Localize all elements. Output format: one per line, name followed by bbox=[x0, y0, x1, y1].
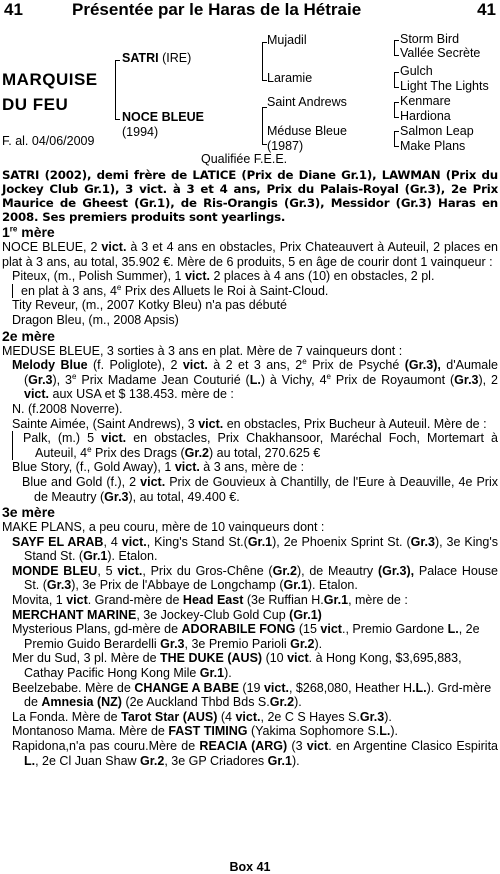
dam-name: NOCE BLEUE bbox=[122, 110, 204, 124]
produce-tity: Tity Reveur, (m., 2007 Kotky Bleu) n'a pas débuté bbox=[12, 298, 287, 313]
produce-blue-story: Blue Story, (f., Gold Away), 1 vict. à 3 ans, mère de : bbox=[12, 460, 305, 475]
ggs-7: Salmon Leap bbox=[400, 124, 474, 138]
dam3-entry: MAKE PLANS, a peu couru, mère de 10 vainqueurs dont : bbox=[2, 520, 325, 535]
grandsire-4-year: (1987) bbox=[267, 139, 304, 153]
ggs-3: Gulch bbox=[400, 64, 433, 78]
page-number-right: 41 bbox=[477, 0, 496, 19]
produce-dragon: Dragon Bleu, (m., 2008 Apsis) bbox=[12, 312, 179, 327]
produce-rapidona: Rapidona,n'a pas couru.Mère de REACIA (ARG) (3 vict. en Argentine Clasico Espirita L., 2e Cl Juan Shaw Gr.2, 3e GP Criadores Gr.1). bbox=[12, 739, 499, 768]
grandsire-2: Laramie bbox=[267, 71, 313, 85]
dam2-entry: MEDUSE BLEUE, 3 sorties à 3 ans en plat. Mère de 7 vainqueurs dont : bbox=[2, 343, 403, 358]
horse-name-line2: DU FEU bbox=[2, 95, 69, 114]
produce-piteux: Piteux, (m., Polish Summer), 1 vict. 2 places à 4 ans (10) en obstacles, 2 pl. bbox=[12, 269, 435, 284]
produce-mer-du-sud: Mer du Sud, 3 pl. Mère de THE DUKE (AUS) (10 vict. à Hong Kong, $3,695,883, Cathay Pacific Hong Kong Mile Gr.1). bbox=[12, 651, 462, 681]
produce-beelzebabe: Beelzebabe. Mère de CHANGE A BABE (19 vict., $268,080, Heather H.L.). Grd-mère de Amnesia (NZ) (2e Auckland Thbd Bds S.Gr.2). bbox=[12, 680, 492, 710]
sire-name: SATRI bbox=[122, 51, 159, 65]
ggs-8: Make Plans bbox=[400, 139, 466, 153]
sire-country: (IRE) bbox=[162, 51, 192, 65]
page-title: Présentée par le Haras de la Hétraie bbox=[72, 0, 362, 19]
ggs-4: Light The Lights bbox=[400, 79, 489, 93]
box-number: Box 41 bbox=[229, 860, 271, 874]
produce-monde-bleu: MONDE BLEU, 5 vict., Prix du Gros-Chêne (Gr.2), de Meautry (Gr.3), Palace House St. (Gr.3), 3e Prix de l'Abbaye de Longchamp (Gr.1). Etalon. bbox=[12, 563, 498, 593]
grandsire-1: Mujadil bbox=[267, 33, 307, 47]
grandsire-3: Saint Andrews bbox=[267, 95, 347, 109]
catalogue-body bbox=[2, 168, 498, 768]
produce-sainte-aimee: Sainte Aimée, (Saint Andrews), 3 vict. en obstacles, Prix Bucheur à Auteuil. Mère de : bbox=[12, 416, 487, 431]
produce-n: N. (f.2008 Noverre). bbox=[12, 401, 123, 416]
ggs-2: Vallée Secrète bbox=[400, 46, 481, 60]
produce-melody: Melody Blue (f. Poliglote), 2 vict. à 2 et 3 ans, 2e Prix de Psyché (Gr.3), d'Aumale (Gr.3), 3e Prix Madame Jean Couturié (L.) à Vichy, 4e Prix de Royaumont (Gr.3), 2 vict. aux USA et $ 138.453. mère de : bbox=[12, 357, 499, 402]
qualification: Qualifiée F.E.E. bbox=[201, 152, 288, 166]
sire-note: SATRI (2002), demi frère de LATICE (Prix de Diane Gr.1), LAWMAN (Prix du Jockey Club Gr.1), 3 vict. à 3 et 4 ans, Prix du Palais-Royal (Gr.3), 2e Prix Maurice de Gheest (Gr.1), de Ris-Orangis (Gr.3), Messidor (Gr.3) Haras en 2008. Ses premiers produits sont yearlings. bbox=[2, 168, 498, 224]
section-3rd-dam: 3e mère bbox=[2, 504, 55, 521]
page-number-left: 41 bbox=[4, 0, 23, 19]
produce-mysterious: Mysterious Plans, gd-mère de ADORABILE FONG (15 vict., Premio Gardone L., 2e Premio Guido Berardelli Gr.3, 3e Premio Parioli Gr.2). bbox=[12, 622, 480, 651]
grandsire-4: Méduse Bleue bbox=[267, 124, 347, 138]
produce-movita: Movita, 1 vict. Grand-mère de Head East (3e Ruffian H.Gr.1, mère de : bbox=[12, 593, 408, 608]
produce-merchant: MERCHANT MARINE, 3e Jockey-Club Gold Cup (Gr.1) bbox=[12, 607, 322, 622]
produce-palk: Palk, (m.) 5 vict. en obstacles, Prix Chakhansoor, Maréchal Foch, Mortemart à Auteuil, 4e Prix des Drags (Gr.2) au total, 270.625 € bbox=[12, 431, 498, 460]
sire-line bbox=[122, 51, 191, 65]
dam-entry: NOCE BLEUE, 2 vict. à 3 et 4 ans en obstacles, Prix Chateauvert à Auteuil, 2 places en plat à 3 ans, au total, 35.902 €. Mère de 6 produits, 5 en âge de courir dont 1 vainqueur : bbox=[2, 240, 498, 269]
produce-blue-gold: Blue and Gold (f.), 2 vict. Prix de Gouvieux à Chantilly, de l'Eure à Deauville, 4e Prix de Meautry (Gr.3), au total, 49.400 €. bbox=[22, 474, 498, 504]
section-2nd-dam: 2e mère bbox=[2, 327, 55, 344]
produce-piteux-cont: en plat à 3 ans, 4e Prix des Alluets le Roi à Saint-Cloud. bbox=[12, 284, 498, 299]
produce-la-fonda: La Fonda. Mère de Tarot Star (AUS) (4 vict., 2e C S Hayes S.Gr.3). bbox=[12, 709, 392, 724]
foaling-date: F. al. 04/06/2009 bbox=[2, 134, 95, 148]
ggs-1: Storm Bird bbox=[400, 32, 460, 46]
ggs-5: Kenmare bbox=[400, 94, 451, 108]
produce-sayf: SAYF EL ARAB, 4 vict., King's Stand St.(Gr.1), 2e Phoenix Sprint St. (Gr.3), 3e King's Stand St. (Gr.1). Etalon. bbox=[12, 534, 499, 564]
ggs-6: Hardiona bbox=[400, 109, 451, 123]
dam-year: (1994) bbox=[122, 125, 159, 139]
section-1st-dam: 1re mère bbox=[2, 224, 55, 240]
horse-name-line1: MARQUISE bbox=[2, 70, 98, 89]
produce-montanoso: Montanoso Mama. Mère de FAST TIMING (Yakima Sophomore S.L.). bbox=[12, 724, 399, 739]
